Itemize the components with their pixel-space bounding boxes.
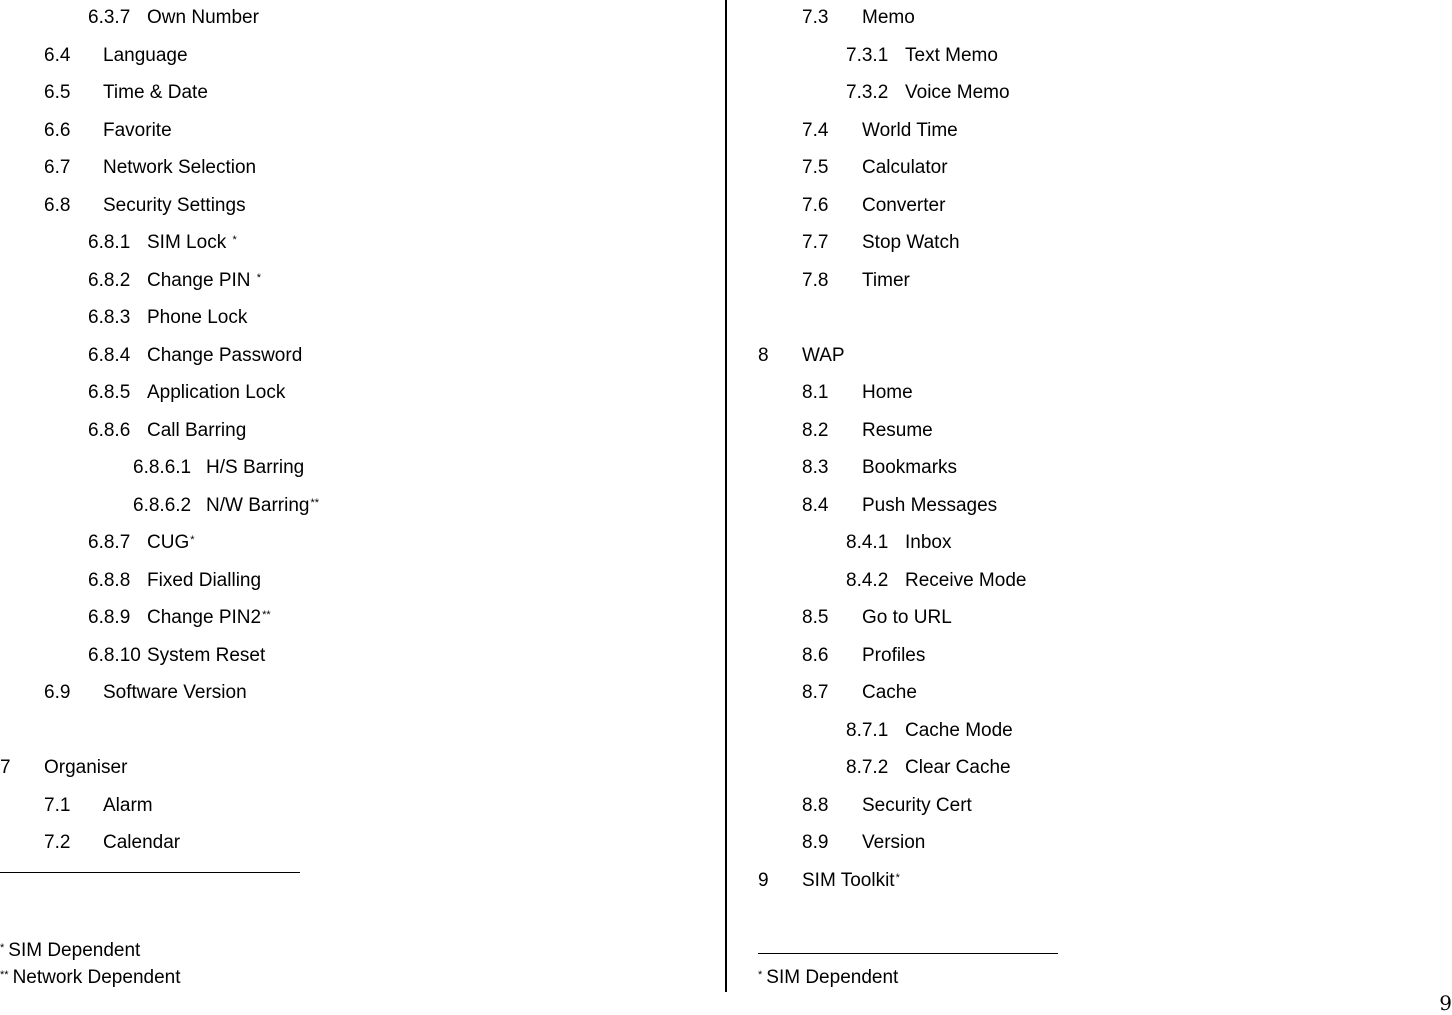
right-column [730,0,1452,1015]
toc-title: Change PIN [147,270,251,291]
toc-number: 8.4 [802,495,829,516]
toc-title: Inbox [905,532,952,553]
footnote-symbol: * [0,942,5,954]
footnote-symbol: ** [0,969,9,981]
footnote [0,940,140,962]
toc-number: 7.5 [802,157,829,178]
toc-title: Version [862,832,926,853]
toc-title: System Reset [147,645,266,666]
toc-title: Stop Watch [862,232,960,253]
toc-title: Timer [862,270,910,291]
footnote-marker: * [256,272,262,284]
toc-number: 8.4.2 [846,570,889,591]
toc-number: 6.8.5 [88,382,131,403]
toc-title: Fixed Dialling [147,570,262,591]
toc-number: 7.4 [802,120,829,141]
toc-number: 8.4.1 [846,532,889,553]
toc-number: 7.7 [802,232,829,253]
toc-number: 6.4 [44,45,71,66]
toc-title: Software Version [103,682,247,703]
footnote-marker: ** [262,609,271,621]
toc-number: 6.8 [44,195,71,216]
toc-title: Calculator [862,157,948,178]
toc-title: Resume [862,420,933,441]
toc-number: 8.7.1 [846,720,889,741]
toc-number: 8.7.2 [846,757,889,778]
toc-number: 7.3 [802,7,829,28]
toc-number: 6.8.4 [88,345,131,366]
toc-title: Network Selection [103,157,257,178]
toc-number: 6.8.6.2 [133,495,192,516]
toc-number: 6.8.3 [88,307,131,328]
toc-number: 6.8.7 [88,532,131,553]
toc-number: 6.8.6 [88,420,131,441]
toc-number: 6.8.10 [88,645,141,666]
footnote-marker: * [232,234,237,246]
toc-number: 6.8.9 [88,607,131,628]
column-divider [725,0,727,992]
toc-title: Call Barring [147,420,247,441]
toc-title: Cache Mode [905,720,1013,741]
toc-title: N/W Barring [206,495,310,516]
footnote-text: SIM Dependent [8,940,141,961]
toc-number: 8.3 [802,457,829,478]
toc-title: Language [103,45,188,66]
toc-title: Cache [862,682,917,703]
toc-title: Bookmarks [862,457,958,478]
toc-number: 8.9 [802,832,829,853]
footnote-marker: ** [310,497,320,509]
toc-title: Home [862,382,913,403]
toc-number: 7.3.1 [846,45,889,66]
footnote-text: Network Dependent [12,967,181,988]
toc-number: 7.8 [802,270,829,291]
toc-number: 7.6 [802,195,829,216]
toc-number: 6.8.8 [88,570,131,591]
toc-number: 8.6 [802,645,829,666]
toc-title: Security Settings [103,195,246,216]
footnote-symbol: * [758,969,763,981]
toc-title: SIM Lock [147,232,227,253]
toc-number: 8.2 [802,420,829,441]
toc-number: 6.7 [44,157,71,178]
toc-number: 8.8 [802,795,829,816]
toc-title: Alarm [103,795,153,816]
toc-number: 6.8.6.1 [133,457,192,478]
toc-title: Phone Lock [147,307,248,328]
toc-number: 6.8.2 [88,270,131,291]
toc-number: 6.5 [44,82,71,103]
toc-title: Organiser [44,757,128,778]
footnote-separator [0,872,300,873]
toc-number: 7.3.2 [846,82,889,103]
toc-title: Converter [862,195,946,216]
toc-title: Time & Date [103,82,208,103]
toc-number: 7 [0,757,11,778]
toc-title: Text Memo [905,45,998,66]
toc-number: 6.9 [44,682,71,703]
toc-title: CUG [147,532,190,553]
toc-title: H/S Barring [206,457,305,478]
toc-number: 6.8.1 [88,232,131,253]
page-number: 9 [1439,991,1452,1015]
toc-title: Own Number [147,7,259,28]
footnote-text: SIM Dependent [766,967,899,988]
footnote [758,967,898,989]
toc-title: World Time [862,120,958,141]
toc-number: 7.1 [44,795,71,816]
footnote-marker: * [190,534,195,546]
toc-title: Profiles [862,645,926,666]
toc-title: Receive Mode [905,570,1027,591]
toc-number: 9 [758,870,769,891]
toc-title: Application Lock [147,382,286,403]
toc-number: 8.5 [802,607,829,628]
toc-title: Change Password [147,345,303,366]
toc-title: Memo [862,7,915,28]
toc-number: 8.1 [802,382,829,403]
toc-number: 8 [758,345,769,366]
toc-title: Calendar [103,832,181,853]
left-column [0,0,725,1012]
toc-title: Go to URL [862,607,952,628]
toc-title: Change PIN2 [147,607,262,628]
toc-number: 6.6 [44,120,71,141]
footnote-separator [758,953,1058,954]
footnote-marker: * [895,872,900,884]
toc-number: 8.7 [802,682,829,703]
toc-title: SIM Toolkit [802,870,895,891]
footnote [0,967,181,989]
toc-number: 7.2 [44,832,71,853]
toc-title: Push Messages [862,495,998,516]
toc-title: WAP [802,345,845,366]
toc-title: Clear Cache [905,757,1011,778]
toc-title: Security Cert [862,795,972,816]
toc-title: Favorite [103,120,172,141]
toc-title: Voice Memo [905,82,1010,103]
toc-number: 6.3.7 [88,7,131,28]
